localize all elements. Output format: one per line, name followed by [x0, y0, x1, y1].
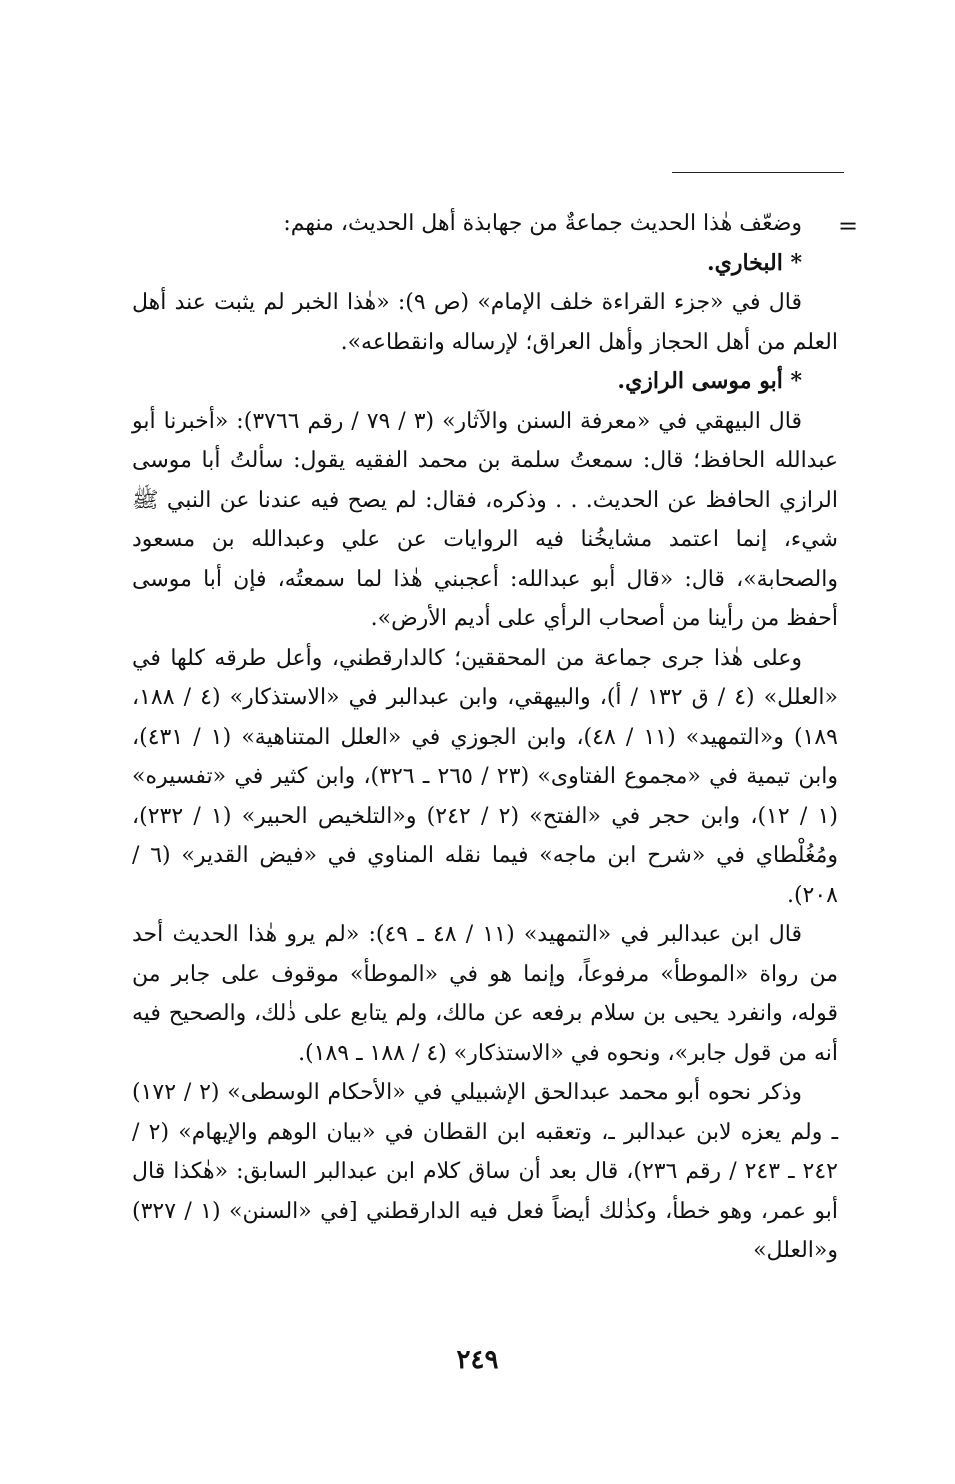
footnote-separator-rule — [672, 172, 844, 173]
paragraph: قال البيهقي في «معرفة السنن والآثار» (٣ / ٧٩ / رقم ٣٧٦٦): «أخبرنا أبو عبدالله الحافظ؛ قال: سمعتُ سلمة بن محمد الفقيه يقول: سألتُ أبا موسى الرازي الحافظ عن الحديث. . . وذكره، فقال: لم يصح فيه عندنا عن النبي ﷺ شيء، إنما اعتمد مشايخُنا فيه الروايات عن علي وعبدالله بن مسعود والصحابة»، قال: «قال أبو عبدالله: أعجبني هٰذا لما سمعتُه، فإن أبا موسى أحفظ من رأينا من أصحاب الرأي على أديم الأرض». — [132, 408, 838, 631]
footnote-text-block — [132, 204, 838, 1271]
paragraph: قال ابن عبدالبر في «التمهيد» (١١ / ٤٨ ـ ٤٩): «لم يرو هٰذا الحديث أحد من رواة «الموطأ» مرفوعاً، وإنما هو في «الموطأ» موقوف على جابر من قوله، وانفرد يحيى بن سلام برفعه عن مالك، ولم يتابع على ذٰلك، والصحيح فيه أنه من قول جابر»، ونحوه في «الاستذكار» (٤ / ١٨٨ ـ ١٨٩). — [132, 922, 838, 1066]
continuation-mark: = — [838, 212, 859, 240]
page-number: ٢٤٩ — [456, 1345, 499, 1375]
section-heading: * أبو موسى الرازي. — [617, 368, 802, 394]
paragraph: قال في «جزء القراءة خلف الإمام» (ص ٩): «هٰذا الخبر لم يثبت عند أهل العلم من أهل الحجاز وأهل العراق؛ لإرساله وانقطاعه». — [132, 290, 838, 355]
paragraph: وعلى هٰذا جرى جماعة من المحققين؛ كالدارقطني، وأعل طرقه كلها في «العلل» (٤ / ق ١٣٢ / أ)، والبيهقي، وابن عبدالبر في «الاستذكار» (٤ / ١٨٨، ١٨٩) و«التمهيد» (١١ / ٤٨)، وابن الجوزي في «العلل المتناهية» (١ / ٤٣١)، وابن تيمية في «مجموع الفتاوى» (٢٣ / ٢٦٥ ـ ٣٢٦)، وابن كثير في «تفسيره» (١ / ١٢)، وابن حجر في «الفتح» (٢ / ٢٤٢) و«التلخيص الحبير» (١ / ٢٣٢)، ومُغُلْطاي في «شرح ابن ماجه» فيما نقله المناوي في «فيض القدير» (٦ / ٢٠٨). — [132, 645, 839, 908]
section-heading: * البخاري. — [706, 249, 802, 276]
paragraph: وذكر نحوه أبو محمد عبدالحق الإشبيلي في «الأحكام الوسطى» (٢ / ١٧٢) ـ ولم يعزه لابن عبدالبر ـ، وتعقبه ابن القطان في «بيان الوهم والإيهام» (٢ / ٢٤٢ ـ ٢٤٣ / رقم ٢٣٦)، قال بعد أن ساق كلام ابن عبدالبر السابق: «هٰكذا قال أبو عمر، وهو خطأ، وكذٰلك أيضاً فعل فيه الدارقطني [في «السنن» (١ / ٣٢٧) و«العلل» — [132, 1080, 839, 1263]
paragraph: وضعّف هٰذا الحديث جماعةٌ من جهابذة أهل الحديث، منهم: — [283, 211, 802, 236]
